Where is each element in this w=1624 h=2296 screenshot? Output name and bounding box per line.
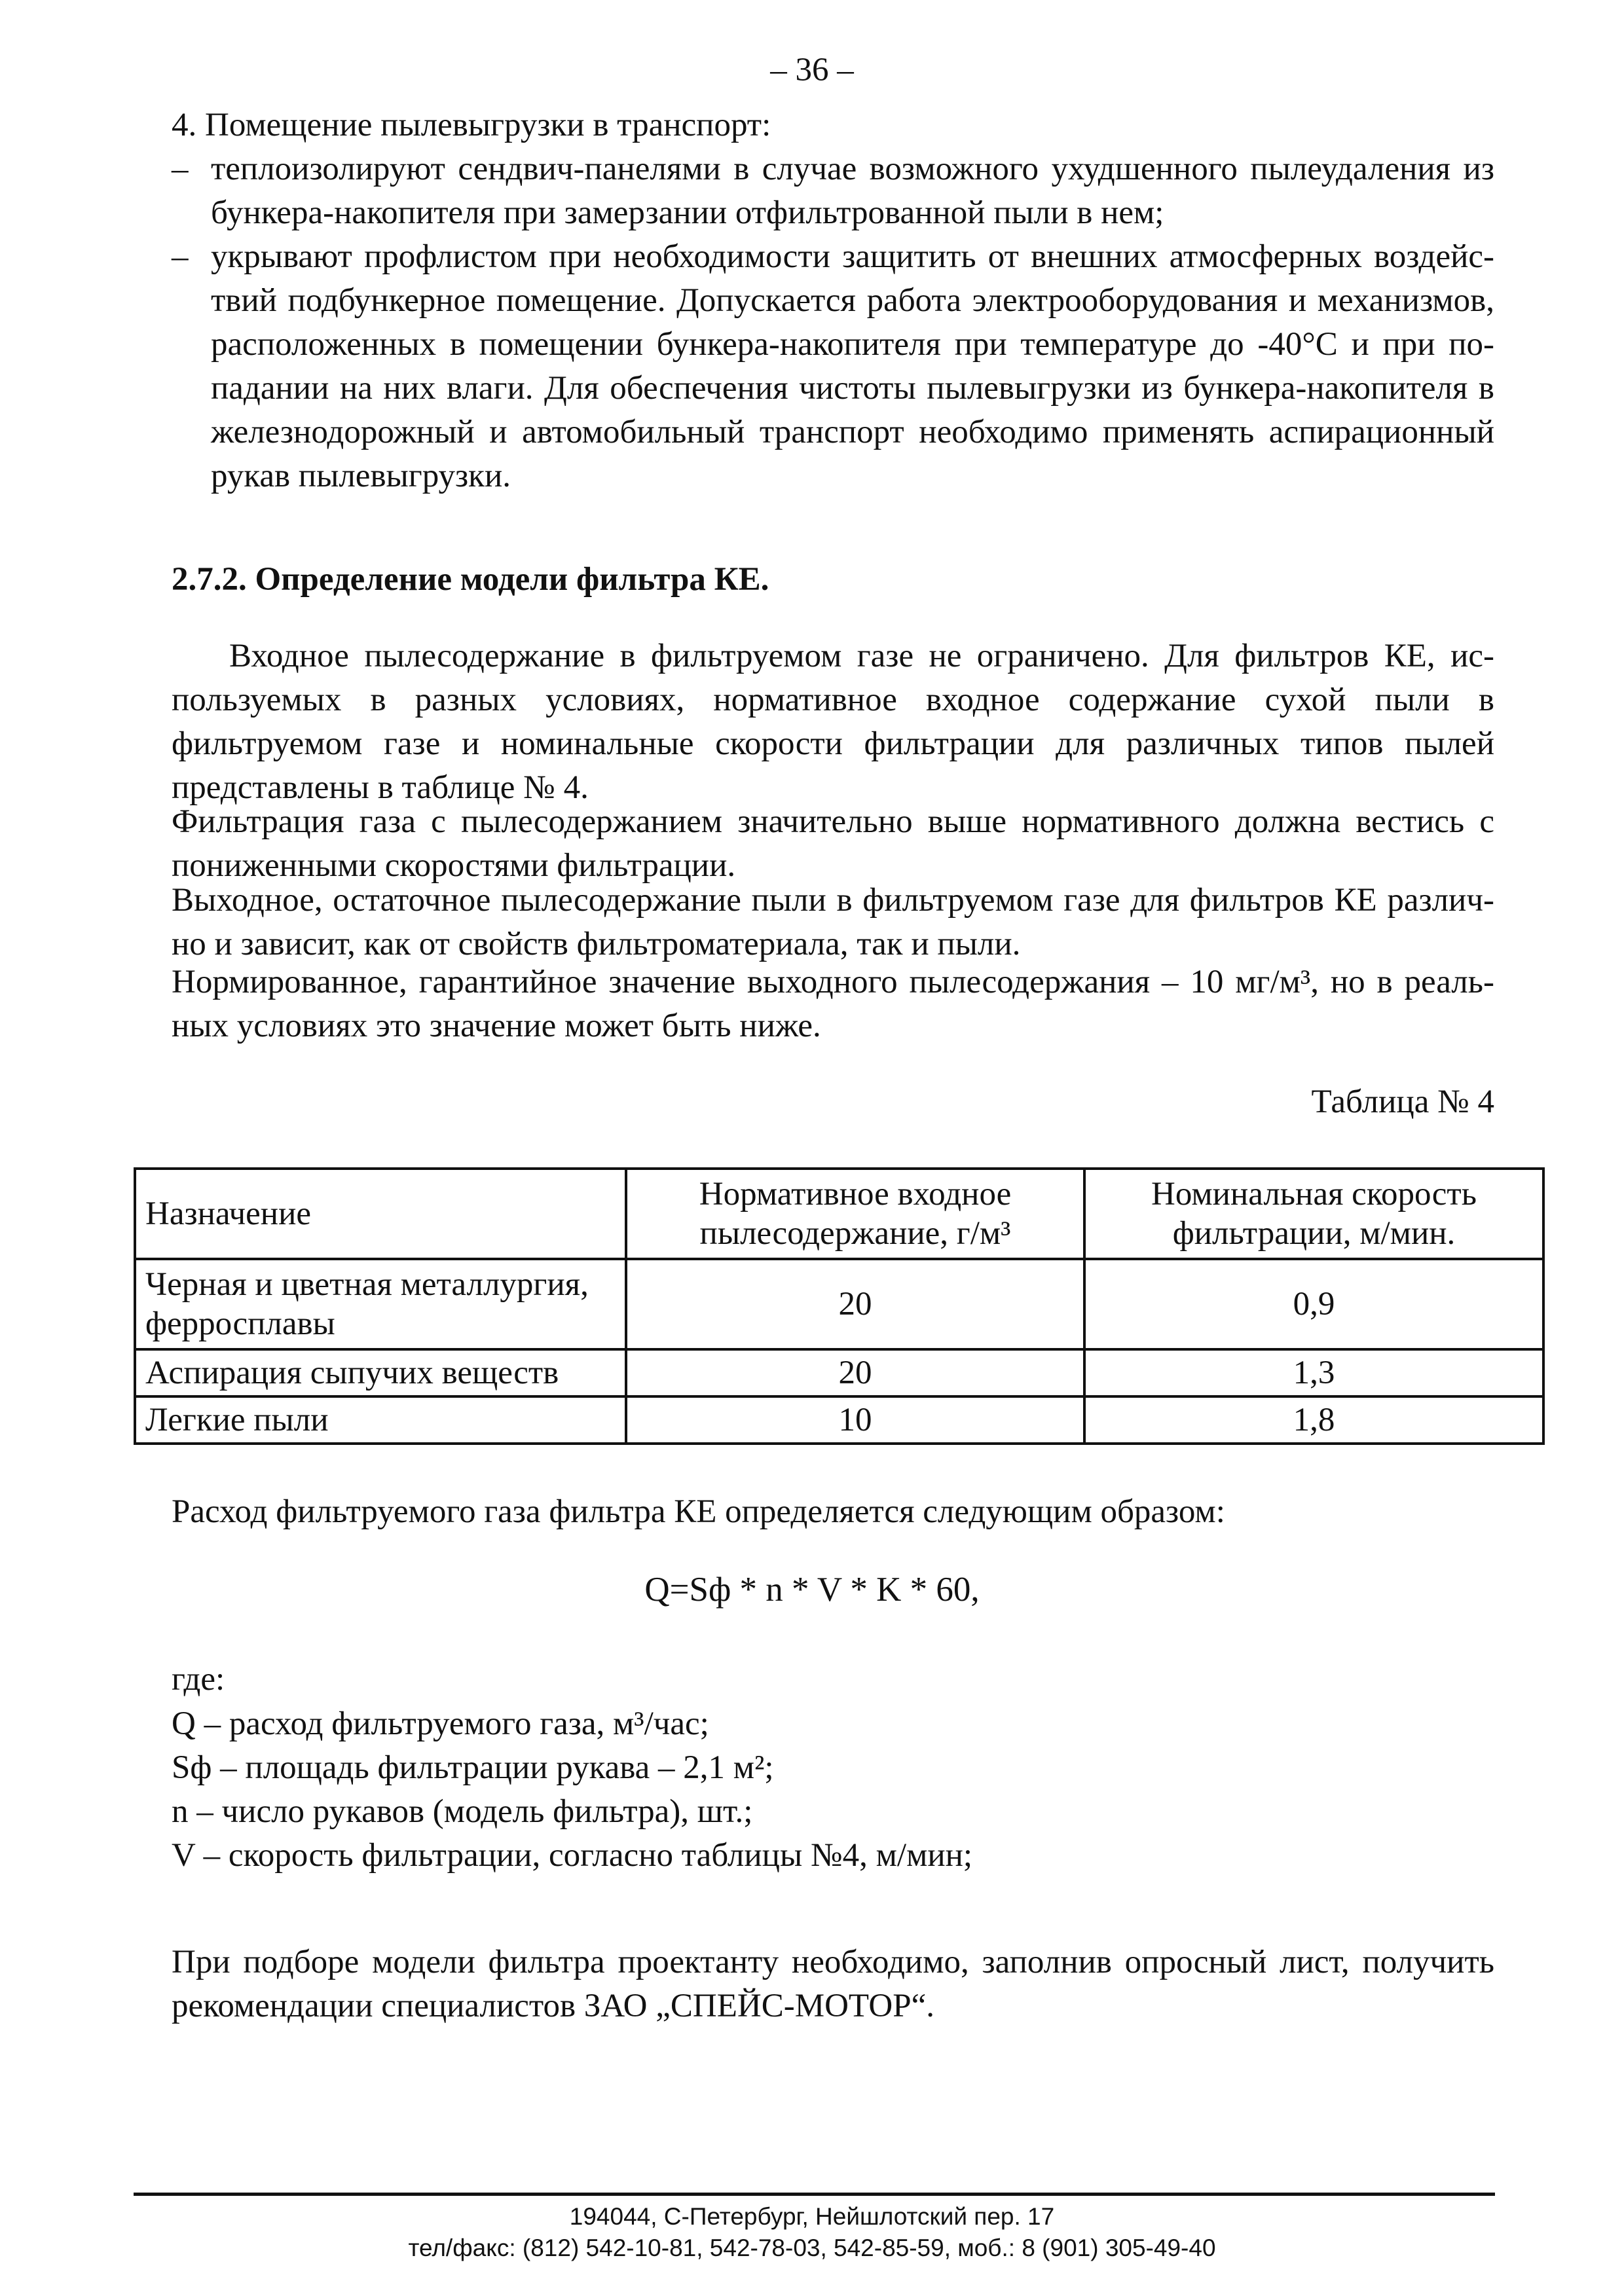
table-cell: Черная и цветная металлургия, ферросплавы <box>135 1259 626 1349</box>
footer-contacts: тел/факс: (812) 542-10-81, 542-78-03, 542-85-59, моб.: 8 (901) 305-49-40 <box>408 2234 1216 2261</box>
table-cell: Аспирация сыпучих веществ <box>135 1349 626 1396</box>
section-heading: 2.7.2. Определение модели фильтра КЕ. <box>172 561 769 598</box>
table-cell: 20 <box>626 1349 1084 1396</box>
table-row <box>135 1396 1543 1444</box>
footer-address: 194044, С-Петербург, Нейшлотский пер. 17 <box>569 2203 1055 2230</box>
bullet-text: теплоизолируют сендвич-панелями в случае возможного ухудшенного пылеудаления из бункера-накопителя при замерзании отфильтрованной пыли в нем; <box>211 151 1494 231</box>
closing-paragraph: При подборе модели фильтра проектанту необходимо, заполнив опросный лист, получить рекомендации специалистов ЗАО „СПЕЙС-МОТОР“. <box>172 1944 1494 2024</box>
bullet-dash: – <box>172 151 189 187</box>
paragraph: Выходное, остаточное пылесодержание пыли в фильтруемом газе для фильтров КЕ различ-но и зависит, как от свойств фильтроматериала, так и пыли. <box>172 882 1494 962</box>
table-cell: Легкие пыли <box>135 1396 626 1444</box>
column-header: Назначение <box>135 1169 626 1259</box>
footer <box>0 2201 1624 2264</box>
table-cell: 20 <box>626 1259 1084 1349</box>
where-label: где: <box>172 1661 225 1698</box>
table-cell: 10 <box>626 1396 1084 1444</box>
definition-list <box>172 1702 972 1878</box>
data-table <box>134 1167 1545 1445</box>
page-number: – 36 – <box>770 52 854 88</box>
paragraph: Входное пылесодержание в фильтруемом газе не ограничено. Для фильтров КЕ, ис-пользуемых в разных условиях, нормативное входное содержание сухой пыли в фильтруемом газе и номинальные скорости фильтрации для различных типов пылей представлены в таблице № 4. <box>172 638 1494 806</box>
table-row <box>135 1259 1543 1349</box>
table-caption: Таблица № 4 <box>1311 1084 1494 1120</box>
bullet-dash: – <box>172 238 189 275</box>
table-row <box>135 1349 1543 1396</box>
table-cell: 1,8 <box>1084 1396 1543 1444</box>
item-heading: 4. Помещение пылевыгрузки в транспорт: <box>172 107 771 143</box>
definition-item: Q – расход фильтруемого газа, м³/час; <box>172 1705 709 1742</box>
paragraph: Фильтрация газа с пылесодержанием значительно выше нормативного должна вестись с пониженными скоростями фильтрации. <box>172 803 1494 884</box>
column-header: Номинальная скорость фильтрации, м/мин. <box>1084 1169 1543 1259</box>
table-cell: 0,9 <box>1084 1259 1543 1349</box>
footer-divider <box>134 2193 1495 2196</box>
bullet-text: укрывают профлистом при необходимости защитить от внешних атмосферных воздейс-твий подбункерное помещение. Допускается работа электрооборудования и механизмов, расположенных в помещении бункера-накопителя при температуре до -40°С и при по-падании на них влаги. Для обеспечения чистоты пылевыгрузки из бункера-накопителя в железнодорожный и автомобильный транспорт необходимо применять аспирационный рукав пылевыгрузки. <box>211 238 1494 494</box>
table-cell: 1,3 <box>1084 1349 1543 1396</box>
flow-intro: Расход фильтруемого газа фильтра КЕ определяется следующим образом: <box>172 1493 1225 1530</box>
paragraph: Нормированное, гарантийное значение выходного пылесодержания – 10 мг/м³, но в реаль-ных условиях это значение может быть ниже. <box>172 964 1494 1044</box>
bullet-item <box>172 147 1494 235</box>
table-header-row <box>135 1169 1543 1259</box>
definition-item: n – число рукавов (модель фильтра), шт.; <box>172 1793 753 1830</box>
column-header: Нормативное входное пылесодержание, г/м³ <box>626 1169 1084 1259</box>
definition-item: Sф – площадь фильтрации рукава – 2,1 м²; <box>172 1749 774 1786</box>
bullet-item <box>172 235 1494 494</box>
formula: Q=Sф * n * V * K * 60, <box>644 1571 980 1609</box>
definition-item: V – скорость фильтрации, согласно таблицы №4, м/мин; <box>172 1837 973 1874</box>
